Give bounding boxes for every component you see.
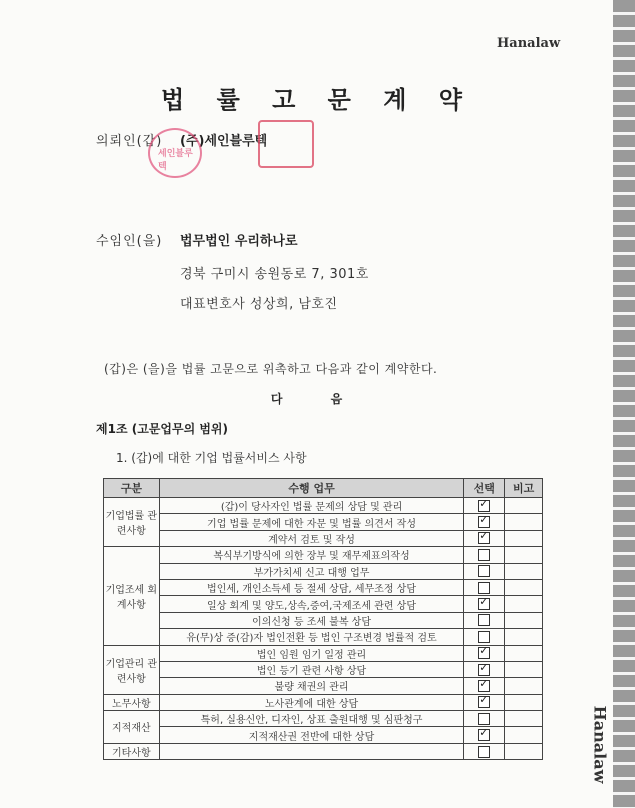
unchecked-checkbox[interactable] <box>478 631 490 643</box>
note-cell <box>505 563 543 579</box>
unchecked-checkbox[interactable] <box>478 614 490 626</box>
select-cell <box>464 629 505 645</box>
select-cell <box>464 743 505 759</box>
unchecked-checkbox[interactable] <box>478 582 490 594</box>
note-cell <box>505 596 543 612</box>
table-row <box>104 514 543 530</box>
table-row <box>104 727 543 743</box>
select-cell <box>464 645 505 661</box>
note-cell <box>505 579 543 595</box>
duty-cell: 법인 등기 관련 사항 상담 <box>159 661 464 677</box>
select-cell <box>464 498 505 514</box>
service-scope-table <box>103 478 543 760</box>
select-cell <box>464 596 505 612</box>
select-cell <box>464 711 505 727</box>
document-title: 법 률 고 문 계 약 <box>161 86 474 114</box>
duty-cell: 노사관계에 대한 상담 <box>159 694 464 710</box>
table-row <box>104 612 543 628</box>
category-cell: 지적재산 <box>104 711 160 744</box>
table-row <box>104 661 543 677</box>
category-cell: 기타사항 <box>104 743 160 759</box>
checked-checkbox[interactable] <box>478 500 490 512</box>
note-cell <box>505 514 543 530</box>
select-cell <box>464 612 505 628</box>
client-label: 의뢰인(갑) <box>96 134 163 149</box>
duty-cell: 기업 법률 문제에 대한 자문 및 법률 의견서 작성 <box>159 514 464 530</box>
note-cell <box>505 727 543 743</box>
table-row <box>104 596 543 612</box>
article-1-title: 제1조 (고문업무의 범위) <box>96 422 229 436</box>
note-cell <box>505 498 543 514</box>
table-row <box>104 743 543 759</box>
note-cell <box>505 661 543 677</box>
select-cell <box>464 547 505 563</box>
table-row <box>104 711 543 727</box>
note-cell <box>505 694 543 710</box>
select-cell <box>464 514 505 530</box>
category-cell: 기업관리 관련사항 <box>104 645 160 694</box>
checked-checkbox[interactable] <box>478 680 490 692</box>
header-duty: 수행 업무 <box>159 479 464 498</box>
note-cell <box>505 711 543 727</box>
duty-cell: 법인 임원 임기 일정 관리 <box>159 645 464 661</box>
client-name: (주)세인블루텍 <box>180 134 268 149</box>
duty-cell: 복식부기방식에 의한 장부 및 재무제표의작성 <box>159 547 464 563</box>
note-cell <box>505 530 543 546</box>
duty-cell: 부가가치세 신고 대행 업무 <box>159 563 464 579</box>
note-cell <box>505 645 543 661</box>
square-seal-stamp <box>258 120 314 168</box>
agent-address: 경북 구미시 송원동로 7, 301호 <box>180 267 369 282</box>
table-header-row <box>104 479 543 498</box>
duty-cell: (갑)이 당사자인 법률 문제의 상담 및 관리 <box>159 498 464 514</box>
duty-cell: 유(무)상 증(감)자 법인전환 등 법인 구조변경 법률적 검토 <box>159 629 464 645</box>
duty-cell: 불량 채권의 관리 <box>159 678 464 694</box>
note-cell <box>505 678 543 694</box>
agent-representatives: 대표변호사 성상희, 남호진 <box>180 297 338 312</box>
table-row <box>104 645 543 661</box>
category-cell: 기업조세 회계사항 <box>104 547 160 645</box>
duty-cell: 지적재산권 전반에 대한 상담 <box>159 727 464 743</box>
category-cell: 기업법률 관련사항 <box>104 498 160 547</box>
select-cell <box>464 661 505 677</box>
unchecked-checkbox[interactable] <box>478 549 490 561</box>
table-row <box>104 547 543 563</box>
note-cell <box>505 612 543 628</box>
brand-logo: Hanalaw <box>497 36 561 51</box>
table-row <box>104 694 543 710</box>
duty-cell: 법인세, 개인소득세 등 절세 상담, 세무조정 상담 <box>159 579 464 595</box>
checked-checkbox[interactable] <box>478 696 490 708</box>
side-brand-logo: Hanalaw <box>590 705 610 784</box>
note-cell <box>505 743 543 759</box>
header-select: 선택 <box>464 479 505 498</box>
unchecked-checkbox[interactable] <box>478 746 490 758</box>
checked-checkbox[interactable] <box>478 729 490 741</box>
checked-checkbox[interactable] <box>478 516 490 528</box>
header-category: 구분 <box>104 479 160 498</box>
duty-cell <box>159 743 464 759</box>
table-row <box>104 563 543 579</box>
table-row <box>104 579 543 595</box>
select-cell <box>464 579 505 595</box>
table-row <box>104 629 543 645</box>
agent-label: 수임인(을) <box>96 234 163 249</box>
agent-name: 법무법인 우리하나로 <box>180 234 298 249</box>
round-seal-stamp: 세인블루텍 <box>148 128 202 178</box>
following-heading: 다 음 <box>270 392 365 406</box>
checked-checkbox[interactable] <box>478 664 490 676</box>
contract-intro: (갑)은 (을)을 법률 고문으로 위촉하고 다음과 같이 계약한다. <box>104 362 438 376</box>
select-cell <box>464 530 505 546</box>
select-cell <box>464 694 505 710</box>
note-cell <box>505 629 543 645</box>
select-cell <box>464 678 505 694</box>
article-1-subitem: 1. (갑)에 대한 기업 법률서비스 사항 <box>116 451 307 465</box>
duty-cell: 일상 회계 및 양도,상속,증여,국제조세 관련 상담 <box>159 596 464 612</box>
note-cell <box>505 547 543 563</box>
table-row <box>104 678 543 694</box>
select-cell <box>464 563 505 579</box>
checked-checkbox[interactable] <box>478 598 490 610</box>
select-cell <box>464 727 505 743</box>
unchecked-checkbox[interactable] <box>478 713 490 725</box>
duty-cell: 계약서 검토 및 작성 <box>159 530 464 546</box>
duty-cell: 이의신청 등 조세 불복 상담 <box>159 612 464 628</box>
table-row <box>104 530 543 546</box>
unchecked-checkbox[interactable] <box>478 565 490 577</box>
category-cell: 노무사항 <box>104 694 160 710</box>
table-row <box>104 498 543 514</box>
header-note: 비고 <box>505 479 543 498</box>
duty-cell: 특허, 실용신안, 디자인, 상표 출원대행 및 심판청구 <box>159 711 464 727</box>
checked-checkbox[interactable] <box>478 532 490 544</box>
checked-checkbox[interactable] <box>478 647 490 659</box>
